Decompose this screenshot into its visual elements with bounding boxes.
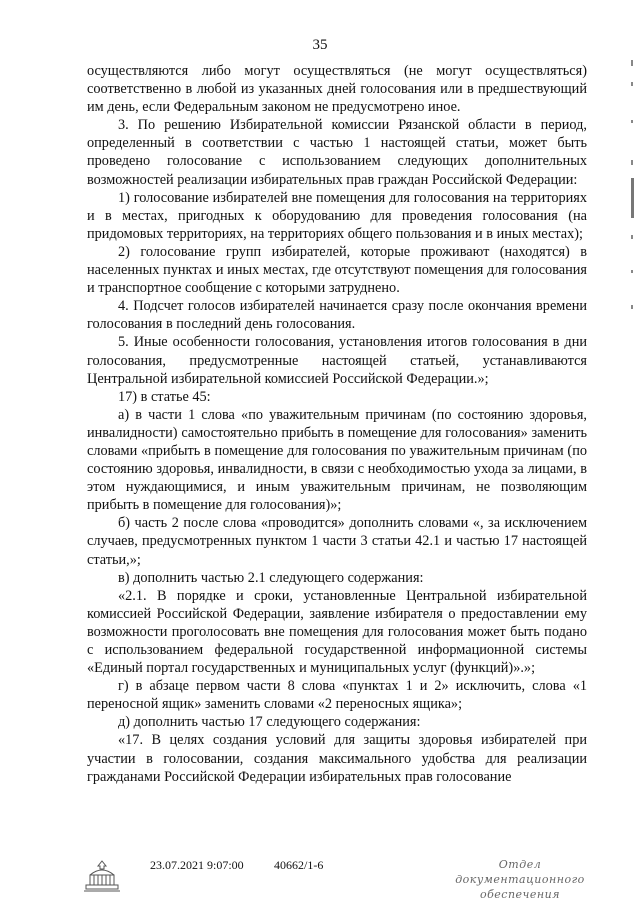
- stamp-line-1: Отдел документационного: [455, 858, 585, 886]
- paragraph-clause-3: 3. По решению Избирательной комиссии Рязанской области в период, определенный в соответствии с частью 1 настоящей статьи, может быть проведено голосование с использованием следующих дополнительных возможностей реализации избирательных прав граждан Российской Федерации:: [87, 117, 587, 188]
- paragraph-subitem-a: а) в части 1 слова «по уважительным причинам (по состоянию здоровья, инвалидности) самостоятельно прибыть в помещение для голосования» заменить словами «прибыть в помещение для голосования по уважительным причинам (по состоянию здоровья, инвалидности, в связи с необходимостью ухода за лицами, в этом нуждающимися, и иным уважительным причинам, не позволяющим прибыть в помещение для голосования)»;: [87, 406, 587, 514]
- paragraph-subitem-b: б) часть 2 после слова «проводится» дополнить словами «, за исключением случаев, предусмотренных пунктом 1 части 3 статьи 42.1 и частью 17 настоящей статьи,»;: [87, 515, 587, 568]
- paragraph-clause-17: «17. В целях создания условий для защиты здоровья избирателей при участии в голосовании, создания максимального удобства для реализации гражданами Российской Федерации избирательных прав голосование: [87, 732, 587, 785]
- scan-mark: [631, 235, 633, 239]
- department-stamp: [440, 857, 600, 902]
- scan-mark: [631, 82, 633, 86]
- paragraph-item-2: 2) голосование групп избирателей, которые проживают (находятся) в населенных пунктах и иных местах, где отсутствуют помещения для голосования и транспортное сообщение с которыми затруднено.: [87, 243, 587, 297]
- page-number: 35: [312, 37, 328, 53]
- scan-mark: [631, 160, 633, 165]
- paragraph-clause-4: 4. Подсчет голосов избирателей начинается сразу после окончания времени голосования в последний день голосования.: [87, 298, 587, 333]
- scan-mark: [631, 270, 633, 273]
- paragraph-item-17: 17) в статье 45:: [118, 388, 211, 405]
- paragraph-subitem-g: г) в абзаце первом части 8 слова «пунктах 1 и 2» исключить, слова «1 переносной ящик» заменить словами «2 переносных ящика»;: [87, 678, 587, 713]
- margin-scan-marks: [628, 60, 636, 320]
- paragraph-continuation: осуществляются либо могут осуществляться (не могут осуществляться) соответственно в любой из указанных дней голосования или в предшествующий им день, если Федеральным законом не предусмотрено иное.: [87, 63, 587, 116]
- paragraph-clause-5: 5. Иные особенности голосования, установления итогов голосования в дни голосования, предусмотренные настоящей статьей, устанавливаются Центральной избирательной комиссией Российской Федерации.»;: [87, 334, 587, 387]
- paragraph-item-1: 1) голосование избирателей вне помещения для голосования на территориях и в местах, пригодных к оборудованию для проведения голосования (на придомовых территориях, на территориях общего пользования и в иных местах);: [87, 189, 587, 242]
- emblem-icon: [82, 859, 122, 893]
- paragraph-subitem-d: д) дополнить частью 17 следующего содержания:: [118, 714, 421, 731]
- scan-mark: [631, 120, 633, 123]
- document-body: [87, 62, 587, 786]
- scan-mark: [631, 178, 634, 218]
- page-footer: [0, 855, 640, 905]
- scan-mark: [631, 305, 633, 309]
- stamp-line-2: обеспечения: [479, 888, 561, 901]
- scan-mark: [631, 60, 633, 66]
- footer-doc-number: 40662/1-6: [274, 858, 324, 872]
- paragraph-subitem-v: в) дополнить частью 2.1 следующего содержания:: [118, 569, 424, 586]
- footer-date: 23.07.2021 9:07:00: [150, 858, 244, 872]
- paragraph-clause-2-1: «2.1. В порядке и сроки, установленные Центральной избирательной комиссией Российской Федерации, заявление избирателя о предоставлении ему возможности проголосовать вне помещения для голосования может быть подано с использованием федеральной государственной информационной системы «Единый портал государственных и муниципальных услуг (функций)».»;: [87, 587, 587, 677]
